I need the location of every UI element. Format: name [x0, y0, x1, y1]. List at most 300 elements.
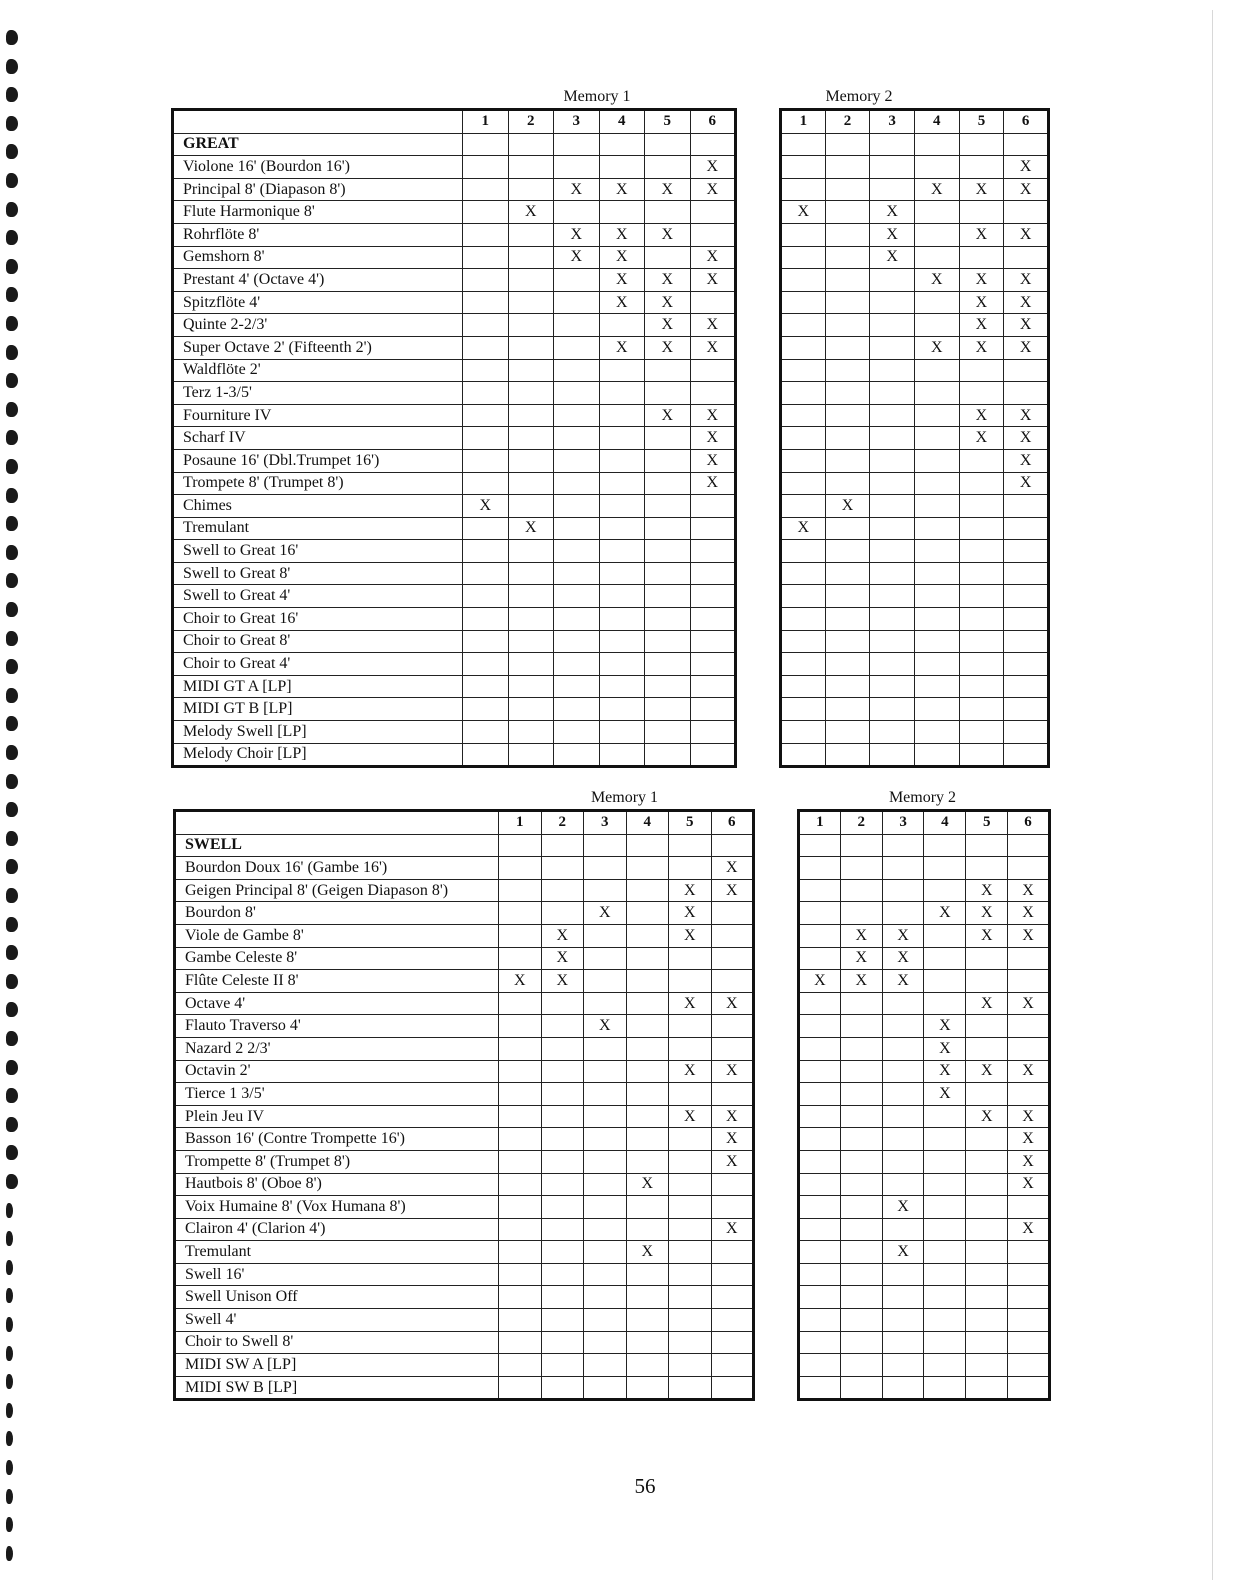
- registration-mark: [508, 608, 554, 631]
- registration-mark: X: [870, 246, 915, 269]
- registration-mark: [711, 970, 754, 993]
- registration-mark: [554, 721, 600, 744]
- registration-mark: [781, 269, 826, 292]
- registration-mark: [1008, 970, 1050, 993]
- registration-mark: [463, 427, 509, 450]
- stop-name: Posaune 16' (Dbl.Trumpet 16'): [173, 449, 463, 472]
- stop-row: [781, 653, 1049, 676]
- registration-mark: [554, 427, 600, 450]
- registration-mark: [781, 246, 826, 269]
- registration-mark: [499, 947, 542, 970]
- registration-mark: [711, 1331, 754, 1354]
- binding-hole: [6, 316, 18, 331]
- stop-name: Principal 8' (Diapason 8'): [173, 178, 463, 201]
- blank-cell: [1004, 133, 1049, 156]
- registration-mark: [781, 585, 826, 608]
- memory-number: 1: [499, 811, 542, 835]
- registration-mark: X: [690, 156, 736, 179]
- registration-mark: X: [711, 857, 754, 880]
- registration-mark: [1004, 698, 1049, 721]
- registration-mark: [626, 1331, 669, 1354]
- stop-row: [799, 857, 1050, 880]
- registration-mark: [669, 1196, 712, 1219]
- stop-name: Gemshorn 8': [173, 246, 463, 269]
- registration-mark: X: [541, 970, 584, 993]
- registration-mark: [966, 1286, 1008, 1309]
- registration-mark: [1004, 630, 1049, 653]
- registration-mark: [645, 382, 691, 405]
- stop-name: Tremulant: [175, 1241, 499, 1264]
- registration-mark: X: [1008, 1105, 1050, 1128]
- registration-mark: [1008, 1354, 1050, 1377]
- registration-mark: [781, 540, 826, 563]
- registration-mark: X: [690, 336, 736, 359]
- registration-mark: X: [669, 924, 712, 947]
- stop-row: [781, 178, 1049, 201]
- registration-mark: [690, 562, 736, 585]
- stop-row: [781, 404, 1049, 427]
- section-row: [175, 834, 754, 857]
- stop-name: Fourniture IV: [173, 404, 463, 427]
- registration-mark: [1008, 947, 1050, 970]
- registration-mark: X: [599, 269, 645, 292]
- registration-mark: [690, 201, 736, 224]
- registration-mark: [554, 675, 600, 698]
- stop-row: [781, 743, 1049, 767]
- registration-mark: [541, 1286, 584, 1309]
- registration-mark: [711, 1037, 754, 1060]
- registration-mark: X: [554, 178, 600, 201]
- registration-mark: [711, 1083, 754, 1106]
- registration-mark: [463, 314, 509, 337]
- registration-mark: [690, 698, 736, 721]
- registration-mark: [463, 156, 509, 179]
- registration-mark: [508, 540, 554, 563]
- registration-mark: [499, 1331, 542, 1354]
- registration-mark: [584, 1354, 627, 1377]
- binding-hole: [6, 1203, 13, 1218]
- registration-mark: [554, 336, 600, 359]
- registration-mark: X: [645, 269, 691, 292]
- registration-mark: [599, 608, 645, 631]
- registration-mark: [626, 1376, 669, 1400]
- registration-mark: [626, 1083, 669, 1106]
- binding-hole: [6, 373, 18, 388]
- registration-mark: [554, 291, 600, 314]
- registration-mark: [914, 517, 959, 540]
- registration-mark: [799, 1331, 841, 1354]
- registration-mark: [1004, 743, 1049, 767]
- registration-mark: [959, 743, 1004, 767]
- registration-mark: [645, 156, 691, 179]
- registration-mark: [499, 1354, 542, 1377]
- registration-mark: [914, 201, 959, 224]
- registration-mark: [669, 1218, 712, 1241]
- registration-mark: [799, 992, 841, 1015]
- registration-mark: [882, 1037, 924, 1060]
- registration-mark: [645, 246, 691, 269]
- registration-mark: [840, 1309, 882, 1332]
- registration-mark: [1008, 857, 1050, 880]
- registration-mark: [1004, 382, 1049, 405]
- registration-mark: [584, 1286, 627, 1309]
- registration-mark: X: [690, 269, 736, 292]
- registration-mark: [781, 675, 826, 698]
- stop-row: [175, 1105, 754, 1128]
- registration-mark: [924, 1218, 966, 1241]
- registration-mark: [508, 314, 554, 337]
- registration-mark: [599, 359, 645, 382]
- stop-row: [175, 970, 754, 993]
- registration-mark: [840, 1218, 882, 1241]
- registration-mark: [882, 1150, 924, 1173]
- registration-mark: [584, 970, 627, 993]
- registration-mark: [584, 879, 627, 902]
- registration-mark: X: [959, 404, 1004, 427]
- registration-mark: [554, 630, 600, 653]
- registration-mark: X: [840, 947, 882, 970]
- registration-mark: [669, 1128, 712, 1151]
- stop-row: [175, 1218, 754, 1241]
- registration-mark: [840, 1150, 882, 1173]
- registration-mark: [924, 992, 966, 1015]
- registration-mark: [1008, 1309, 1050, 1332]
- registration-mark: [541, 1196, 584, 1219]
- registration-mark: X: [1004, 269, 1049, 292]
- blank-cell: [463, 133, 509, 156]
- registration-mark: [825, 336, 870, 359]
- registration-mark: [541, 1354, 584, 1377]
- registration-mark: [914, 449, 959, 472]
- registration-mark: X: [463, 495, 509, 518]
- registration-mark: [1008, 1241, 1050, 1264]
- registration-mark: [914, 427, 959, 450]
- registration-mark: [870, 562, 915, 585]
- registration-mark: [599, 585, 645, 608]
- registration-mark: [966, 1263, 1008, 1286]
- registration-mark: [1004, 201, 1049, 224]
- registration-mark: [599, 517, 645, 540]
- registration-mark: [463, 472, 509, 495]
- binding-hole: [6, 974, 18, 989]
- stop-name: Prestant 4' (Octave 4'): [173, 269, 463, 292]
- registration-mark: [499, 1173, 542, 1196]
- registration-mark: X: [882, 970, 924, 993]
- registration-mark: [499, 1309, 542, 1332]
- stop-row: [799, 1241, 1050, 1264]
- registration-mark: [882, 879, 924, 902]
- stop-name: Chimes: [173, 495, 463, 518]
- registration-mark: [645, 359, 691, 382]
- registration-mark: [499, 1241, 542, 1264]
- binding-hole: [6, 1231, 13, 1246]
- registration-mark: [914, 585, 959, 608]
- registration-mark: [870, 314, 915, 337]
- stop-row: [799, 1060, 1050, 1083]
- registration-mark: [499, 1286, 542, 1309]
- binding-hole: [6, 1174, 18, 1189]
- stop-row: [175, 1263, 754, 1286]
- registration-mark: [914, 653, 959, 676]
- registration-mark: [825, 517, 870, 540]
- stop-row: [799, 902, 1050, 925]
- stop-row: [175, 992, 754, 1015]
- registration-mark: [966, 1331, 1008, 1354]
- registration-mark: [882, 857, 924, 880]
- registration-mark: [599, 404, 645, 427]
- stop-row: [173, 630, 736, 653]
- registration-mark: X: [924, 1015, 966, 1038]
- registration-mark: [669, 1173, 712, 1196]
- registration-mark: [541, 1376, 584, 1400]
- registration-mark: [799, 1309, 841, 1332]
- blank-cell: [959, 133, 1004, 156]
- registration-mark: X: [959, 178, 1004, 201]
- registration-mark: [825, 562, 870, 585]
- registration-mark: [870, 178, 915, 201]
- registration-mark: [924, 1241, 966, 1264]
- registration-mark: X: [645, 178, 691, 201]
- registration-mark: [499, 1105, 542, 1128]
- stop-row: [799, 1196, 1050, 1219]
- registration-mark: [499, 1263, 542, 1286]
- registration-mark: [799, 1263, 841, 1286]
- registration-mark: [626, 924, 669, 947]
- stop-row: [173, 404, 736, 427]
- stop-row: [175, 1037, 754, 1060]
- memory-1-heading: Memory 1: [590, 789, 659, 806]
- registration-mark: [584, 1263, 627, 1286]
- registration-mark: [825, 698, 870, 721]
- stop-row: [175, 1196, 754, 1219]
- registration-mark: [781, 178, 826, 201]
- registration-mark: [669, 1083, 712, 1106]
- registration-mark: [966, 1354, 1008, 1377]
- registration-mark: [966, 1241, 1008, 1264]
- registration-mark: [463, 653, 509, 676]
- stop-row: [781, 427, 1049, 450]
- binding-hole: [6, 859, 18, 874]
- registration-mark: [645, 449, 691, 472]
- registration-mark: [508, 743, 554, 767]
- blank-cell: [645, 133, 691, 156]
- registration-mark: X: [1004, 178, 1049, 201]
- stop-name: Super Octave 2' (Fifteenth 2'): [173, 336, 463, 359]
- registration-mark: [959, 359, 1004, 382]
- section-row: [781, 133, 1049, 156]
- registration-mark: [966, 1196, 1008, 1219]
- registration-mark: [924, 947, 966, 970]
- stop-row: [173, 359, 736, 382]
- stop-row: [173, 517, 736, 540]
- registration-mark: [599, 495, 645, 518]
- registration-mark: [870, 517, 915, 540]
- blank-cell: [508, 133, 554, 156]
- stop-row: [173, 336, 736, 359]
- registration-mark: [626, 902, 669, 925]
- registration-mark: [584, 1105, 627, 1128]
- registration-mark: [463, 743, 509, 767]
- registration-mark: [870, 721, 915, 744]
- registration-mark: [966, 947, 1008, 970]
- registration-mark: [959, 540, 1004, 563]
- registration-mark: [499, 1196, 542, 1219]
- binding-hole: [6, 545, 18, 560]
- registration-mark: [626, 1060, 669, 1083]
- registration-mark: [840, 1037, 882, 1060]
- stop-name: Swell to Great 8': [173, 562, 463, 585]
- registration-mark: [781, 291, 826, 314]
- stop-name: MIDI SW B [LP]: [175, 1376, 499, 1400]
- registration-mark: [499, 1083, 542, 1106]
- registration-mark: [626, 1150, 669, 1173]
- registration-mark: X: [554, 246, 600, 269]
- blank-cell: [626, 834, 669, 857]
- registration-mark: [1008, 1286, 1050, 1309]
- stop-row: [175, 1309, 754, 1332]
- stop-row: [781, 156, 1049, 179]
- registration-mark: X: [690, 427, 736, 450]
- registration-mark: [463, 517, 509, 540]
- registration-mark: X: [1004, 472, 1049, 495]
- registration-mark: [840, 1128, 882, 1151]
- stop-name: Spitzflöte 4': [173, 291, 463, 314]
- registration-mark: [924, 1196, 966, 1219]
- registration-mark: [508, 336, 554, 359]
- registration-mark: [711, 1376, 754, 1400]
- spiral-binding-holes: [6, 30, 22, 1580]
- binding-hole: [6, 1346, 13, 1361]
- registration-mark: X: [508, 201, 554, 224]
- stop-name: Waldflöte 2': [173, 359, 463, 382]
- stop-name: Choir to Great 16': [173, 608, 463, 631]
- registration-mark: [966, 1218, 1008, 1241]
- registration-mark: [924, 1376, 966, 1400]
- registration-mark: [799, 1173, 841, 1196]
- registration-mark: [924, 1173, 966, 1196]
- registration-mark: [645, 495, 691, 518]
- memory-number: 4: [924, 811, 966, 835]
- registration-mark: [966, 1173, 1008, 1196]
- stop-name: Voix Humaine 8' (Vox Humana 8'): [175, 1196, 499, 1219]
- registration-mark: [840, 1376, 882, 1400]
- registration-mark: [669, 1331, 712, 1354]
- memory-2-heading: Memory 2: [888, 789, 957, 806]
- binding-hole: [6, 631, 18, 646]
- registration-mark: X: [959, 427, 1004, 450]
- memory-number-row: [799, 811, 1050, 835]
- registration-mark: [711, 1354, 754, 1377]
- registration-mark: [508, 630, 554, 653]
- registration-mark: [959, 675, 1004, 698]
- stop-row: [175, 1015, 754, 1038]
- stop-name: Flauto Traverso 4': [175, 1015, 499, 1038]
- blank-cell: [584, 834, 627, 857]
- registration-mark: [825, 201, 870, 224]
- registration-mark: [924, 1286, 966, 1309]
- registration-mark: X: [1004, 156, 1049, 179]
- stop-row: [799, 1263, 1050, 1286]
- registration-mark: [599, 562, 645, 585]
- stop-name: Bourdon 8': [175, 902, 499, 925]
- memory-number: 2: [825, 110, 870, 134]
- registration-mark: [599, 630, 645, 653]
- stop-name: Flûte Celeste II 8': [175, 970, 499, 993]
- registration-mark: [882, 1263, 924, 1286]
- stop-row: [173, 675, 736, 698]
- stop-name: Flute Harmonique 8': [173, 201, 463, 224]
- registration-mark: X: [554, 223, 600, 246]
- stop-row: [781, 246, 1049, 269]
- registration-mark: [508, 291, 554, 314]
- memory-1-table: [171, 108, 737, 768]
- stop-row: [781, 698, 1049, 721]
- registration-mark: [554, 382, 600, 405]
- blank-cell: [669, 834, 712, 857]
- registration-mark: [499, 902, 542, 925]
- registration-mark: [1004, 495, 1049, 518]
- registration-mark: [840, 992, 882, 1015]
- registration-mark: [669, 1150, 712, 1173]
- stop-name: MIDI GT A [LP]: [173, 675, 463, 698]
- memory-number: 4: [914, 110, 959, 134]
- registration-mark: [1008, 1331, 1050, 1354]
- registration-mark: [870, 359, 915, 382]
- stop-name: Choir to Great 8': [173, 630, 463, 653]
- registration-mark: [799, 924, 841, 947]
- binding-hole: [6, 459, 18, 474]
- registration-mark: [799, 1241, 841, 1264]
- registration-mark: [870, 608, 915, 631]
- registration-mark: [508, 449, 554, 472]
- registration-mark: [711, 924, 754, 947]
- registration-mark: [799, 1083, 841, 1106]
- binding-hole: [6, 802, 18, 817]
- memory-number: 3: [554, 110, 600, 134]
- registration-mark: X: [959, 223, 1004, 246]
- registration-mark: X: [924, 1060, 966, 1083]
- registration-mark: [463, 336, 509, 359]
- stop-row: [173, 449, 736, 472]
- registration-mark: [959, 382, 1004, 405]
- registration-mark: [959, 246, 1004, 269]
- registration-mark: [554, 743, 600, 767]
- registration-mark: X: [1008, 1218, 1050, 1241]
- registration-mark: X: [840, 970, 882, 993]
- registration-mark: [799, 1060, 841, 1083]
- registration-mark: X: [966, 924, 1008, 947]
- stop-name: Choir to Swell 8': [175, 1331, 499, 1354]
- registration-mark: [914, 608, 959, 631]
- stop-row: [781, 540, 1049, 563]
- registration-mark: X: [1008, 902, 1050, 925]
- blank-cell: [499, 834, 542, 857]
- registration-mark: [959, 201, 1004, 224]
- registration-mark: [870, 585, 915, 608]
- registration-mark: [882, 1309, 924, 1332]
- blank-cell: [599, 133, 645, 156]
- registration-mark: [924, 1263, 966, 1286]
- registration-mark: X: [1008, 992, 1050, 1015]
- registration-mark: [690, 653, 736, 676]
- registration-mark: [825, 291, 870, 314]
- registration-mark: [959, 608, 1004, 631]
- registration-mark: [924, 857, 966, 880]
- registration-mark: [870, 404, 915, 427]
- registration-mark: X: [1004, 427, 1049, 450]
- binding-hole: [6, 402, 18, 417]
- registration-mark: [554, 562, 600, 585]
